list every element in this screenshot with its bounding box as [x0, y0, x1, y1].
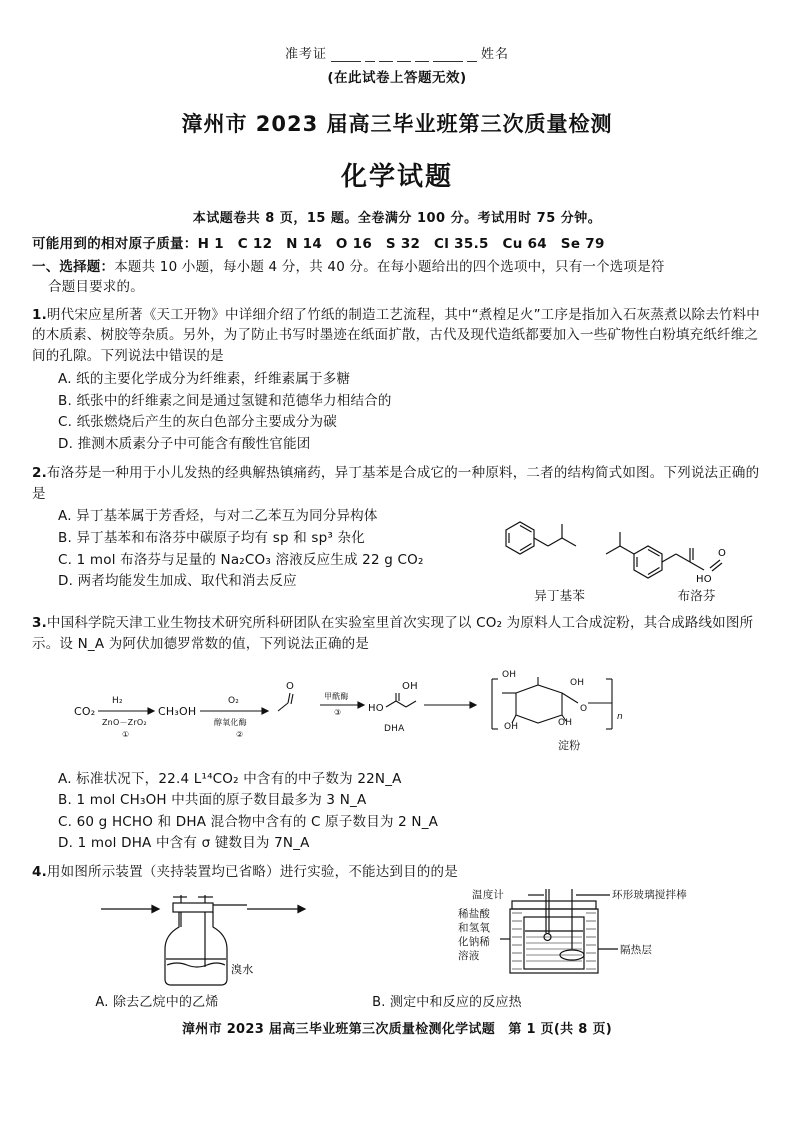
question-1-stem	[32, 305, 762, 368]
option-c[interactable]: C. 1 mol 布洛芬与足量的 Na₂CO₃ 溶液反应生成 22 g CO₂	[58, 551, 424, 568]
question-3-scheme	[72, 659, 762, 767]
question-1	[32, 305, 762, 456]
label-thermometer: 温度计	[471, 889, 504, 901]
question-3-stem	[32, 613, 762, 655]
caption-figure-a: A. 除去乙烷中的乙烯	[95, 995, 219, 1010]
option-a[interactable]: A. 标准状况下，22.4 L¹⁴CO₂ 中含有的中子数为 22N_A	[58, 770, 402, 787]
caption-figure-b: B. 测定中和反应的反应热	[372, 995, 522, 1010]
scheme-label-alcohol-oxidase: 醇氧化酶	[214, 717, 247, 727]
question-1-number: 1.	[32, 306, 47, 323]
scheme-label-oh-starch-3: OH	[558, 717, 573, 728]
question-3-text: 中国科学院天津工业生物技术研究所科研团队在实验室里首次实现了以 CO₂ 为原料人工合成淀粉，其合成路线如图所示。设 N_A 为阿伏加德罗常数的值，下列说法正确的是	[32, 614, 754, 652]
question-4-figure-captions	[32, 993, 762, 1013]
scheme-label-oh-dha: OH	[402, 680, 418, 692]
subject-title: 化学试题	[340, 162, 453, 192]
question-3-number: 3.	[32, 614, 47, 631]
scheme-label-zno-zro2: ZnO－ZrO₂	[102, 717, 147, 727]
label-insulation-layer: 隔热层	[619, 944, 652, 956]
question-3	[32, 613, 762, 855]
scheme-label-oh-starch-4: OH	[504, 721, 519, 732]
question-4-number: 4.	[32, 864, 47, 881]
question-2	[32, 463, 762, 606]
label-and-naoh-1: 和氢氧	[457, 922, 490, 934]
scheme-label-ho: HO	[368, 702, 384, 714]
label-glass-stirrer: 环形玻璃搅拌棒	[611, 889, 687, 901]
option-b[interactable]: B. 异丁基苯和布洛芬中碳原子均有 sp 和 sp³ 杂化	[58, 530, 365, 547]
scheme-label-dha: DHA	[384, 723, 405, 734]
option-c[interactable]: C. 60 g HCHO 和 DHA 混合物中含有的 C 原子数目为 2 N_A	[58, 813, 439, 830]
scheme-label-step1: ①	[122, 729, 130, 739]
exam-info: 本试题卷共 8 页，15 题。全卷满分 100 分。考试用时 75 分钟。	[192, 211, 602, 226]
section-one-text2: 合题目要求的。	[48, 279, 144, 296]
blank-line	[397, 46, 411, 62]
scheme-label-o-starch: O	[580, 703, 588, 714]
page-footer: 漳州市 2023 届高三毕业班第三次质量检测化学试题 第 1 页(共 8 页)	[181, 1022, 612, 1037]
question-1-options	[32, 369, 762, 455]
question-4-figures	[32, 887, 762, 991]
blank-line	[433, 46, 463, 62]
scheme-label-aldehyde-o: O	[286, 680, 295, 692]
question-4	[32, 862, 762, 1013]
scheme-label-starch: 淀粉	[558, 738, 581, 752]
option-b[interactable]: B. 纸张中的纤维素之间是通过氢键和范德华力相结合的	[58, 392, 392, 409]
question-2-options	[32, 506, 488, 592]
option-d[interactable]: D. 推测木质素分子中可能含有酸性官能团	[58, 436, 311, 453]
option-c[interactable]: C. 纸张燃烧后产生的灰白色部分主要成分为碳	[58, 414, 337, 431]
question-4-figure-a	[95, 887, 325, 991]
question-2-number: 2.	[32, 464, 47, 481]
label-solution: 溶液	[457, 950, 479, 962]
scheme-label-oh-starch-1: OH	[502, 669, 517, 680]
scheme-label-ch3oh: CH₃OH	[158, 704, 197, 718]
page-title: 漳州市 2023 届高三毕业班第三次质量检测	[181, 112, 613, 136]
question-2-stem	[32, 463, 762, 505]
option-d[interactable]: D. 1 mol DHA 中含有 σ 键数目为 7N_A	[58, 835, 310, 852]
label-dilute-hcl: 稀盐酸	[457, 908, 490, 920]
question-2-body	[32, 504, 762, 605]
question-4-figure-b	[450, 887, 700, 991]
relative-atomic-mass: 可能用到的相对原子质量：H 1 C 12 N 14 O 16 S 32 Cl 35.5 Cu 64 Se 79	[32, 236, 605, 252]
option-b[interactable]: B. 1 mol CH₃OH 中共面的原子数目最多为 3 N_A	[58, 792, 367, 809]
label-bromine-water: 溴水	[230, 963, 253, 976]
question-4-text: 用如图所示装置（夹持装置均已省略）进行实验，不能达到目的的是	[46, 864, 458, 881]
label-ho: HO	[696, 574, 712, 585]
blank-line	[331, 46, 361, 62]
section-one-label: 一、选择题：	[32, 259, 115, 275]
answer-notice: (在此试卷上答题无效)	[327, 70, 467, 86]
label-and-naoh-2: 化钠稀	[457, 936, 490, 948]
label-o: O	[718, 548, 727, 560]
name-label: 姓名	[481, 47, 510, 62]
section-one-text: 本题共 10 小题，每小题 4 分，共 40 分。在每小题给出的四个选项中，只有一个选项是符	[114, 259, 665, 275]
option-a[interactable]: A. 异丁基苯属于芳香烃，与对二乙苯互为同分异构体	[58, 508, 378, 525]
sheet-content	[32, 24, 762, 1013]
question-2-figure	[488, 504, 762, 605]
scheme-label-step3: ③	[334, 707, 342, 717]
question-1-text: 明代宋应星所著《天工开物》中详细介绍了竹纸的制造工艺流程，其中“煮楻足火”工序是指加入石灰蒸煮以除去竹料中的木质素、树胶等杂质。另外，为了防止书写时墨迹在纸面扩散，古代及现代造纸都要加入一些矿物性白粉填充纸纤维之间的孔隙。下列说法中错误的是	[32, 306, 761, 365]
diagram-co2-to-starch-route	[72, 659, 672, 767]
option-a[interactable]: A. 纸的主要化学成分为纤维素，纤维素属于多糖	[58, 371, 351, 388]
apparatus-neutralization-calorimeter	[450, 887, 700, 991]
scheme-label-co2: CO₂	[74, 704, 96, 718]
caption-ibuprofen: 布洛芬	[677, 588, 716, 604]
scheme-label-oh-starch-2: OH	[570, 677, 585, 688]
blank-line	[415, 46, 429, 62]
question-2-text: 布洛芬是一种用于小儿发热的经典解热镇痛药，异丁基苯是合成它的一种原料，二者的结构简式如图。下列说法正确的是	[32, 464, 760, 502]
blank-line	[379, 46, 393, 62]
apparatus-gas-washing-bottle	[95, 887, 325, 991]
scheme-label-step2: ②	[236, 729, 244, 739]
scheme-label-formolase: 甲酰酶	[324, 691, 349, 701]
blank-line	[467, 46, 477, 62]
structure-isobutylbenzene-and-ibuprofen	[488, 510, 758, 584]
admission-ticket-label: 准考证	[284, 47, 327, 62]
caption-isobutylbenzene: 异丁基苯	[534, 588, 586, 604]
question-3-options	[32, 769, 762, 855]
scheme-label-h2: H₂	[112, 695, 123, 706]
question-4-stem	[32, 862, 762, 883]
option-d[interactable]: D. 两者均能发生加成、取代和消去反应	[58, 573, 297, 590]
scheme-label-o2: O₂	[228, 695, 240, 706]
section-one-heading	[32, 257, 762, 298]
scheme-label-n: n	[617, 711, 623, 722]
id-name-line	[32, 38, 762, 62]
question-2-figure-captions	[488, 586, 762, 605]
blank-line	[365, 46, 375, 62]
